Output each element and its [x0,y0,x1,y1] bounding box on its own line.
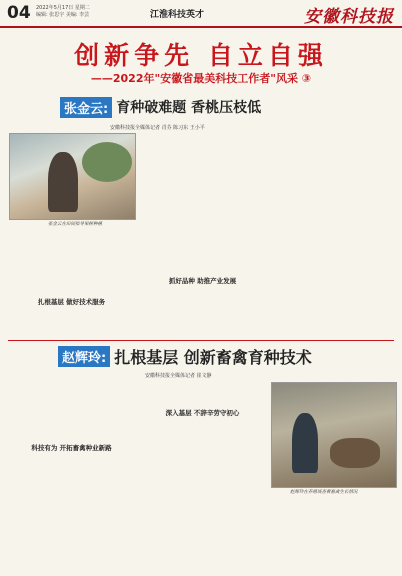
publish-date: 2022年5月17日 星期二 [36,5,90,11]
page-header [0,0,402,28]
article2-col2-text-b [140,417,265,570]
article2-title [58,345,312,367]
article2-name-badge: 赵辉玲: [58,346,110,367]
article1-title [60,96,261,118]
article1-subtitle2: 抓好品种 助推产业发展 [168,277,237,285]
article2-col1-text-b [9,452,134,570]
article2-col2-text [140,382,265,404]
article2-subtitle2: 深入基层 不辞辛劳守初心 [165,409,240,417]
editor-credits: 编辑: 张思宇 美编: 李芸 [36,12,90,18]
newspaper-logo: 安徽科技报 [304,7,394,27]
article1-col3-text [271,133,395,336]
article1-col2-text-b [140,285,265,336]
person-figure [48,152,78,212]
article1-name-badge: 张金云: [60,97,112,118]
person-figure [292,413,318,473]
article2-photo-caption: 赵辉玲在养殖场查看畜禽生长情况 [290,490,358,495]
feature-headline: 创新争先 自立自强 [74,41,328,70]
article1-photo [9,133,136,220]
article1-photo-caption: 张金云在田间指导果树种植 [48,222,102,227]
article2-photo [271,382,397,488]
article2-col3-text [271,498,395,570]
article1-col2-text [140,133,265,273]
livestock-figure [330,438,380,468]
page-number: 04 [7,3,31,23]
article2-subtitle1: 科技有为 开拓畜禽种业新路 [31,444,112,452]
article1-byline: 安徽科技报全媒体记者 肖芬 陈习东 王小平 [110,125,205,131]
article1-subtitle1: 扎根基层 做好技术服务 [37,298,106,306]
article2-headline: 扎根基层 创新畜禽育种技术 [114,347,312,367]
article-divider [8,340,394,341]
date-line [36,5,90,19]
article1-col1-text-b [9,306,134,336]
article1-headline: 育种破难题 香桃压枝低 [116,100,262,116]
article2-byline: 安徽科技报全媒体记者 崔文静 [145,373,212,379]
feature-subheadline: ——2022年"安徽省最美科技工作者"风采 ③ [90,72,312,85]
article1-col1-text [9,230,134,294]
article2-col1-text [9,382,134,440]
section-title: 江淮科技英才 [150,10,205,20]
tree-foliage [82,142,132,182]
